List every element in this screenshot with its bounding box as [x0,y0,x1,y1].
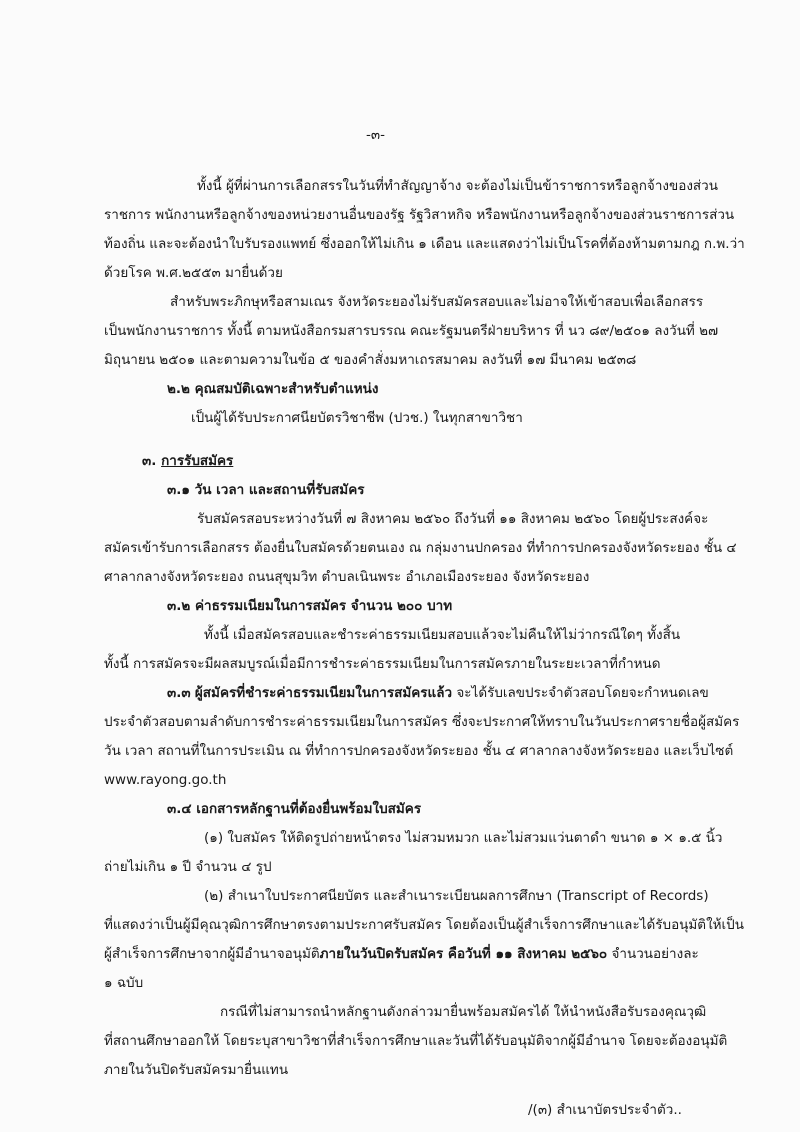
section-3-2-line1: ทั้งนี้ เมื่อสมัครสอบและชำระค่าธรรมเนียมสอบแล้วจะไม่คืนให้ไม่ว่ากรณีใดๆ ทั้งสิ้น [204,627,681,643]
section-3-4-item1-line1: (๑) ใบสมัคร ให้ติดรูปถ่ายหน้าตรง ไม่สวมหมวก และไม่สวมแว่นตาดำ ขนาด ๑ × ๑.๕ นิ้ว [204,830,723,846]
section-3-3-number: ๓.๓ [167,685,191,701]
section-3-4-item2-line3 [104,944,699,964]
section-3-heading [142,451,233,471]
section-3-4-heading: ๓.๔ เอกสารหลักฐานที่ต้องยื่นพร้อมใบสมัคร [167,801,422,817]
section-3-3-heading: ผู้สมัครที่ชำระค่าธรรมเนียมในการสมัครแล้ว [194,685,453,701]
deadline-emphasis: ภายในวันปิดรับสมัคร คือวันที่ ๑๑ สิงหาคม ๒๕๖๐ [319,946,608,962]
section-3-2-heading: ๓.๒ ค่าธรรมเนียมในการสมัคร จำนวน ๒๐๐ บาท [167,598,453,614]
para1-line4: ด้วยโรค พ.ศ.๒๕๕๓ มายื่นด้วย [104,265,283,281]
section-3-1-line2: สมัครเข้ารับการเลือกสรร ต้องยื่นใบสมัครด้วยตนเอง ณ กลุ่มงานปกครอง ที่ทำการปกครองจังหวัดระยอง ชั้น ๔ [104,540,737,556]
section-3-1-line3: ศาลากลางจังหวัดระยอง ถนนสุขุมวิท ตำบลเนินพระ อำเภอเมืองระยอง จังหวัดระยอง [104,569,590,585]
continuation-marker: /(๓) สำเนาบัตรประจำตัว.. [528,1102,682,1118]
para2-line2: เป็นพนักงานราชการ ทั้งนี้ ตามหนังสือกรมสารบรรณ คณะรัฐมนตรีฝ่ายบริหาร ที่ นว ๘๙/๒๕๐๑ ลงวันที่ ๒๗ [104,323,719,339]
note-line3: ภายในวันปิดรับสมัครมายื่นแทน [104,1062,289,1078]
section-2-2-heading: ๒.๒ คุณสมบัติเฉพาะสำหรับตำแหน่ง [167,381,379,397]
para2-line3: มิถุนายน ๒๕๐๑ และตามความในข้อ ๕ ของคำสั่งมหาเถรสมาคม ลงวันที่ ๑๗ มีนาคม ๒๕๓๘ [104,352,637,368]
section-3-number: ๓. [142,453,157,469]
para1-line2: ราชการ พนักงานหรือลูกจ้างของหน่วยงานอื่นของรัฐ รัฐวิสาหกิจ หรือพนักงานหรือลูกจ้างของส่วนราชการส่วน [104,207,735,223]
section-3-4-item2-line2: ที่แสดงว่าเป็นผู้มีคุณวุฒิการศึกษาตรงตามประกาศรับสมัคร โดยต้องเป็นผู้สำเร็จการศึกษาและได้รับอนุมัติให้เป็น [104,917,744,933]
page-number: -๓- [366,127,385,143]
para2-line1: สำหรับพระภิกษุหรือสามเณร จังหวัดระยองไม่รับสมัครสอบและไม่อาจให้เข้าสอบเพื่อเลือกสรร [170,294,704,310]
note-line2: ที่สถานศึกษาออกให้ โดยระบุสาขาวิชาที่สำเร็จการศึกษาและวันที่ได้รับอนุมัติจากผู้มีอำนาจ โดยจะต้องอนุมัติ [104,1033,728,1049]
section-3-3-line1 [167,683,709,703]
section-3-4-item2-line4: ๑ ฉบับ [104,975,144,991]
section-3-1-heading: ๓.๑ วัน เวลา และสถานที่รับสมัคร [167,482,365,498]
para1-line1: ทั้งนี้ ผู้ที่ผ่านการเลือกสรรในวันที่ทำสัญญาจ้าง จะต้องไม่เป็นข้าราชการหรือลูกจ้างของส่วน [197,178,718,194]
para1-line3: ท้องถิ่น และจะต้องนำใบรับรองแพทย์ ซึ่งออกให้ไม่เกิน ๑ เดือน และแสดงว่าไม่เป็นโรคที่ต้องห้ามตามกฎ ก.พ.ว่า [104,236,745,252]
section-3-3-line2: ประจำตัวสอบตามลำดับการชำระค่าธรรมเนียมในการสมัคร ซึ่งจะประกาศให้ทราบในวันประกาศรายชื่อผู้สมัคร [104,714,740,730]
section-3-title: การรับสมัคร [161,453,234,469]
section-3-3-line3: วัน เวลา สถานที่ในการประเมิน ณ ที่ทำการปกครองจังหวัดระยอง ชั้น ๔ ศาลากลางจังหวัดระยอง และเว็บไซต์ [104,743,734,759]
section-3-2-line2: ทั้งนี้ การสมัครจะมีผลสมบูรณ์เมื่อมีการชำระค่าธรรมเนียมในการสมัครภายในระยะเวลาที่กำหนด [104,656,661,672]
section-3-3-line1-rest: จะได้รับเลขประจำตัวสอบโดยจะกำหนดเลข [456,685,709,701]
section-3-4-item2-line1: (๒) สำเนาใบประกาศนียบัตร และสำเนาระเบียนผลการศึกษา (Transcript of Records) [204,888,709,904]
section-3-4-item1-line2: ถ่ายไม่เกิน ๑ ปี จำนวน ๔ รูป [104,859,272,875]
section-3-1-line1: รับสมัครสอบระหว่างวันที่ ๗ สิงหาคม ๒๕๖๐ ถึงวันที่ ๑๑ สิงหาคม ๒๕๖๐ โดยผู้ประสงค์จะ [197,511,709,527]
section-3-4-item2-line3a: ผู้สำเร็จการศึกษาจากผู้มีอำนาจอนุมัติ [104,946,320,962]
section-3-4-item2-line3c: จำนวนอย่างละ [607,946,699,962]
note-line1: กรณีที่ไม่สามารถนำหลักฐานดังกล่าวมายื่นพร้อมสมัครได้ ให้นำหนังสือรับรองคุณวุฒิ [220,1004,707,1020]
website-url: www.rayong.go.th [104,772,227,788]
section-2-2-line1: เป็นผู้ได้รับประกาศนียบัตรวิชาชีพ (ปวช.) ในทุกสาขาวิชา [191,410,523,426]
